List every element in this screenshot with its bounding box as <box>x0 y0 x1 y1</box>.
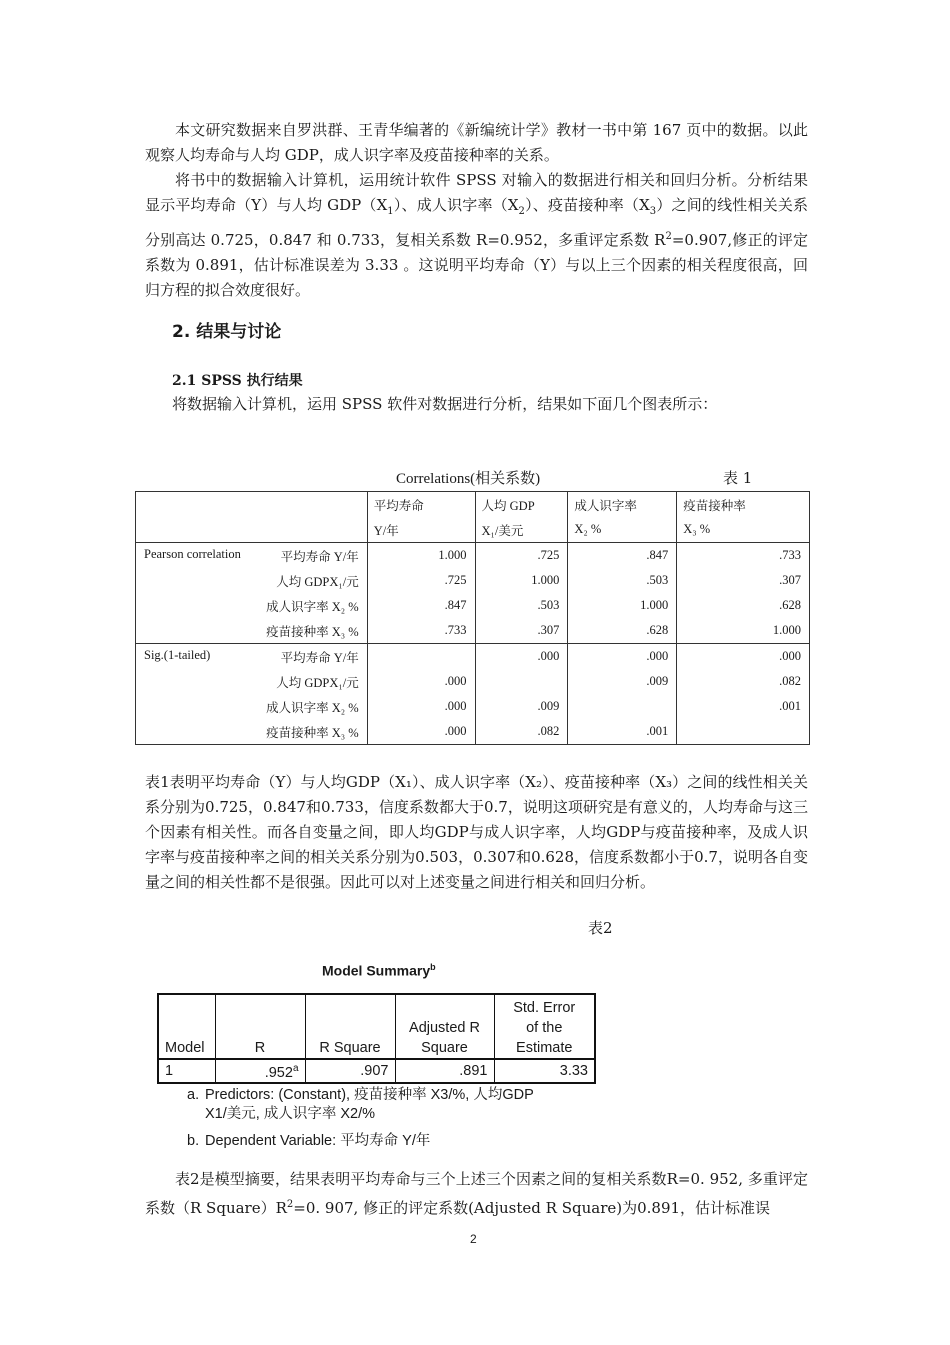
col-head-model: Model <box>158 994 215 1059</box>
table1-caption: Correlations(相关系数) <box>396 471 541 487</box>
col-head-vaccine: 疫苗接种率 <box>683 498 746 513</box>
col-head-rsquare: R Square <box>305 994 395 1059</box>
table-row: Sig.(1-tailed) 平均寿命 Y/年 .000 .000 .000 <box>136 644 810 670</box>
table-row: Pearson correlation 平均寿命 Y/年 1.000 .725 .847 .733 <box>136 543 810 569</box>
col-head-literacy: 成人识字率 <box>568 492 677 518</box>
row-label: 平均寿命 Y/年 <box>280 549 359 564</box>
col-unit-vaccine: X₃ % <box>683 522 711 536</box>
row-label: 疫苗接种率 X₃ % <box>136 719 368 745</box>
footnote-b: b. Dependent Variable: 平均寿命 Y/年 <box>187 1133 431 1149</box>
table-row: 1 .952$^a$ .907 .891 3.33 <box>158 1059 595 1083</box>
correlations-table <box>135 491 810 745</box>
model-summary-title: Model Summary$^b$ <box>322 962 436 979</box>
model-summary-table <box>157 993 596 1084</box>
sig-group-label: Sig.(1-tailed) <box>144 647 211 662</box>
pearson-group-label: Pearson correlation <box>144 546 241 561</box>
table-row: 成人识字率 X₂ % .000 .009 .001 <box>136 694 810 719</box>
col-head-gdp: 人均 GDP <box>475 492 568 518</box>
section-intro: 将数据输入计算机，运用 SPSS 软件对数据进行分析，结果如下面几个图表所示： <box>172 395 718 413</box>
row-label: 疫苗接种率 X₃ % <box>136 618 368 644</box>
table-row: 疫苗接种率 X₃ % .000 .082 .001 <box>136 719 810 745</box>
table-row <box>158 994 595 1059</box>
table1-label: 表 1 <box>723 469 753 487</box>
col-head-adjusted: Adjusted R Square <box>395 994 494 1059</box>
row-label: 人均 GDPX₁/元 <box>136 669 368 694</box>
page-number: 2 <box>470 1232 477 1246</box>
col-unit-gdp: X₁/美元 <box>475 517 568 543</box>
analysis-paragraph: 将书中的数据输入计算机，运用统计软件 SPSS 对输入的数据进行相关和回归分析。分析结果显示平均寿命（Y）与人均 $GDP(X_1)$、成人识字率$(X_2)$、疫苗接种率$(X_3)$之间的线性相关关系分别高达 0.725，0.847 和 0.733，复相关系数 R=0.952，多重评定系数 $R^2=0.907$,修正的评定系数为 0.891，估计标准误差为 3.33 。这说明平均寿命（Y）与以上三个因素的相关程度很高，回归方程的拟合效度很好。 <box>145 171 809 299</box>
table1-discussion: 表1表明平均寿命（Y）与人均GDP（X₁）、成人识字率（X₂）、疫苗接种率（X₃）之间的线性相关关系分别为0.725，0.847和0.733，信度系数都大于0.7，说明这项研究是有意义的，人均寿命与这三个因素有相关性。而各自变量之间，即人均GDP与成人识字率，人均GDP与疫苗接种率，及成人识字率与疫苗接种率之间的相关关系分别为0.503，0.307和0.628，信度系数都小于0.7，说明各自变量之间的相关性都不是很强。因此可以对上述变量之间进行相关和回归分析。 <box>145 773 808 891</box>
table-row: 人均 GDPX₁/元 .725 1.000 .503 .307 <box>136 568 810 593</box>
col-head-r: R <box>215 994 305 1059</box>
section-heading: 2. 结果与讨论 <box>172 322 282 342</box>
col-head-life: 平均寿命 <box>367 492 475 518</box>
col-unit-literacy: X₂ % <box>568 517 677 543</box>
row-label: 成人识字率 X₂ % <box>136 593 368 618</box>
table-row: 人均 GDPX₁/元 .000 .009 .082 <box>136 669 810 694</box>
col-unit-life: Y/年 <box>367 517 475 543</box>
table2-label: 表2 <box>588 919 613 937</box>
table-row: 疫苗接种率 X₃ % .733 .307 .628 1.000 <box>136 618 810 644</box>
footnote-a: a. Predictors: (Constant), 疫苗接种率 X3/%, 人均GDP X1/美元, 成人识字率 X2/% <box>187 1087 534 1122</box>
col-head-stderror: Std. Error of the Estimate <box>513 1000 576 1056</box>
intro-paragraph: 本文研究数据来自罗洪群、王青华编著的《新编统计学》教材一书中第 167 页中的数据。以此观察人均寿命与人均 GDP，成人识字率及疫苗接种率的关系。 <box>145 121 808 164</box>
row-label: 人均 GDPX₁/元 <box>136 568 368 593</box>
row-label: 平均寿命 Y/年 <box>280 650 359 665</box>
row-label: 成人识字率 X₂ % <box>136 694 368 719</box>
table-row: 成人识字率 X₂ % .847 .503 1.000 .628 <box>136 593 810 618</box>
table2-discussion: 表2是模型摘要，结果表明平均寿命与三个上述三个因素之间的复相关系数R=0. 952, 多重评定系数（R $Square)R^2=0$. 907, 修正的评定系数(Adjusted R Square)为0.891，估计标准误 <box>145 1170 808 1217</box>
subsection-heading: 2.1 SPSS 执行结果 <box>172 373 303 389</box>
